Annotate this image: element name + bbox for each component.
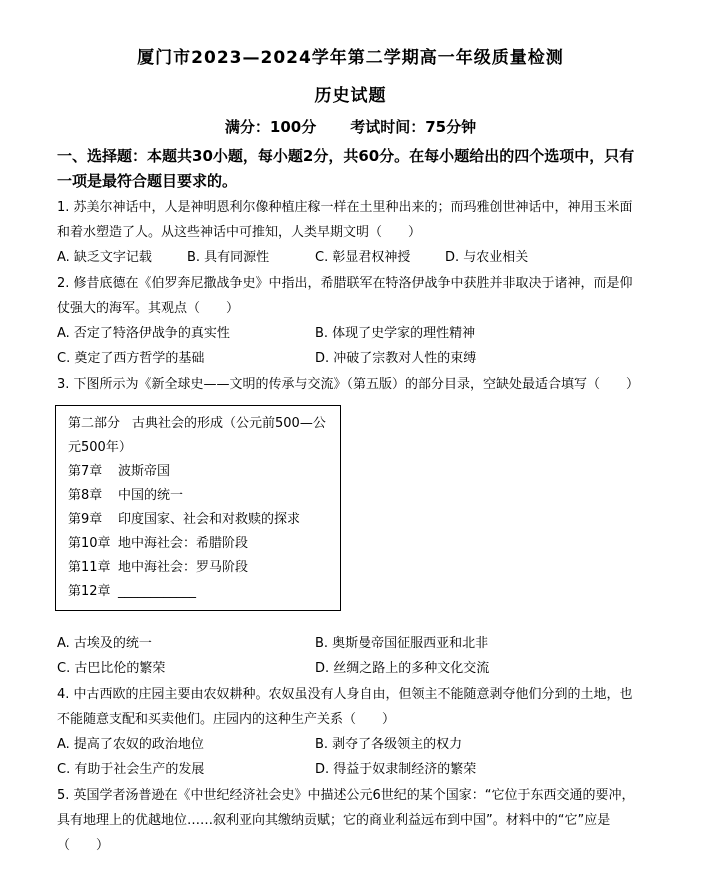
question-4-option-d: D. 得益于奴隶制经济的繁荣 [315, 762, 477, 777]
question-4-option-c: C. 有助于社会生产的发展 [57, 762, 205, 777]
toc-row-ch12 [68, 580, 330, 604]
question-2-options [57, 321, 644, 371]
question-3-option-d: D. 丝绸之路上的多种文化交流 [315, 661, 490, 676]
toc-ch10-label: 第10章 [68, 536, 111, 551]
question-5-stem: 5. 英国学者汤普逊在《中世纪经济社会史》中描述公元6世纪的某个国家：“它位于东西交通的要冲，具有地理上的优越地位……叙利亚向其缴纳贡赋；它的商业利益远布到中国”。材料中的“它”应是（ ） [57, 788, 635, 853]
question-2-option-a: A. 否定了特洛伊战争的真实性 [57, 326, 230, 341]
question-5 [57, 783, 644, 858]
toc-row-ch8 [68, 484, 330, 508]
question-2-option-c: C. 奠定了西方哲学的基础 [57, 351, 205, 366]
toc-ch7-title: 波斯帝国 [118, 464, 171, 479]
full-score-label: 满分：100分 [224, 118, 317, 136]
question-2 [57, 271, 644, 371]
question-2-stem: 2. 修昔底德在《伯罗奔尼撒战争史》中指出，希腊联军在特洛伊战争中获胜并非取决于诸神，而是仰仗强大的海军。其观点（ ） [57, 276, 633, 316]
exam-subtitle: 历史试题 [314, 86, 387, 106]
toc-ch8-title: 中国的统一 [118, 488, 184, 503]
toc-ch10-title: 地中海社会：希腊阶段 [118, 536, 249, 551]
toc-row-ch10 [68, 532, 330, 556]
question-3-options [57, 631, 644, 681]
question-3-option-a: A. 古埃及的统一 [57, 636, 152, 651]
toc-ch12-blank: ____________ [118, 584, 196, 599]
toc-ch11-title: 地中海社会：罗马阶段 [118, 560, 249, 575]
section-one-intro: 一、选择题：本题共30小题，每小题2分，共60分。在每小题给出的四个选项中，只有一项是最符合题目要求的。 [57, 147, 635, 190]
toc-ch9-title: 印度国家、社会和对救赎的探求 [118, 512, 301, 527]
question-1-option-b: B. 具有同源性 [187, 250, 270, 265]
book-contents-box [55, 405, 341, 611]
question-1-stem: 1. 苏美尔神话中，人是神明恩利尔像种植庄稼一样在土里种出来的；而玛雅创世神话中，神用玉米面和着水塑造了人。从这些神话中可推知，人类早期文明（ ） [57, 200, 633, 240]
question-4-option-a: A. 提高了农奴的政治地位 [57, 737, 204, 752]
toc-ch7-label: 第7章 [68, 464, 103, 479]
question-1-option-a: A. 缺乏文字记载 [57, 250, 152, 265]
question-1 [57, 195, 644, 270]
exam-title: 厦门市2023—2024学年第二学期高一年级质量检测 [137, 48, 564, 68]
toc-row-ch9 [68, 508, 330, 532]
toc-row-part2 [68, 412, 330, 460]
question-3-option-b: B. 奥斯曼帝国征服西亚和北非 [315, 636, 489, 651]
question-4 [57, 682, 644, 782]
toc-ch9-label: 第9章 [68, 512, 103, 527]
toc-part2-title: 古典社会的形成（公元前500—公元500年） [68, 416, 326, 455]
exam-meta-line [57, 118, 644, 136]
question-1-option-d: D. 与农业相关 [445, 250, 529, 265]
question-1-options [57, 245, 644, 270]
toc-ch8-label: 第8章 [68, 488, 103, 503]
question-2-option-d: D. 冲破了宗教对人性的束缚 [315, 351, 477, 366]
toc-row-ch11 [68, 556, 330, 580]
question-4-options [57, 732, 644, 782]
question-3-option-c: C. 古巴比伦的繁荣 [57, 661, 166, 676]
question-3-stem: 3. 下图所示为《新全球史——文明的传承与交流》（第五版）的部分目录，空缺处最适合填写（ ） [57, 377, 640, 392]
toc-row-ch7 [68, 460, 330, 484]
question-1-option-c: C. 彰显君权神授 [315, 250, 411, 265]
question-4-option-b: B. 剥夺了各级领主的权力 [315, 737, 463, 752]
question-4-stem: 4. 中古西欧的庄园主要由农奴耕种。农奴虽没有人身自由，但领主不能随意剥夺他们分到的土地，也不能随意支配和买卖他们。庄园内的这种生产关系（ ） [57, 687, 633, 727]
question-3 [57, 372, 644, 681]
toc-ch12-label: 第12章 [68, 584, 111, 599]
exam-time-label: 考试时间：75分钟 [350, 118, 477, 136]
toc-ch11-label: 第11章 [68, 560, 111, 575]
toc-part2-label: 第二部分 [68, 416, 121, 431]
question-2-option-b: B. 体现了史学家的理性精神 [315, 326, 476, 341]
